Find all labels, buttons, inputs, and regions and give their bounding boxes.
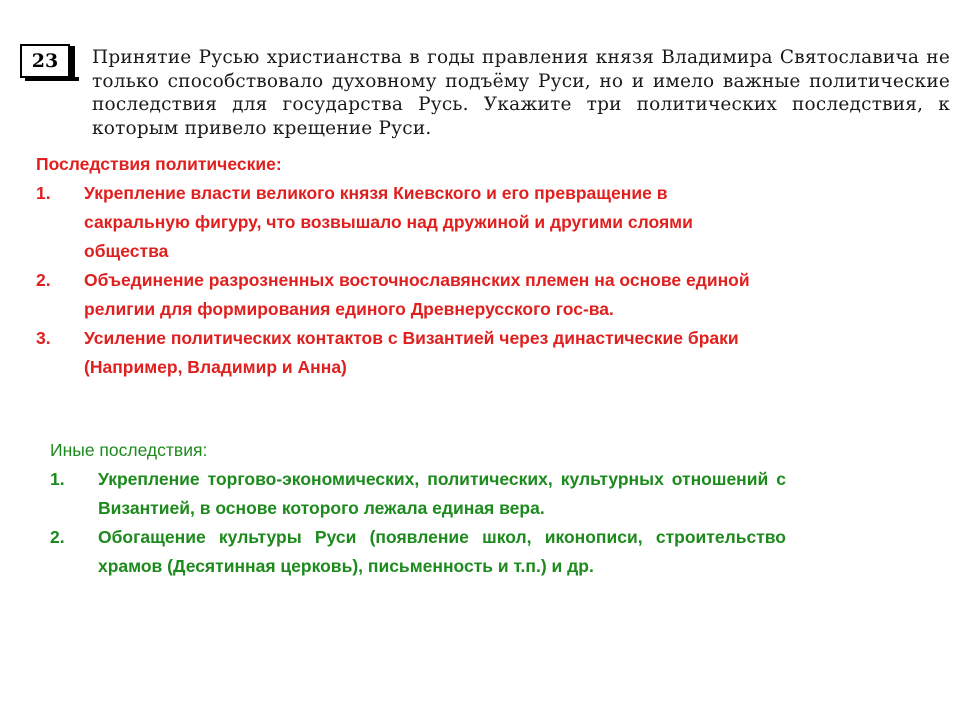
political-consequences-list (36, 179, 776, 382)
task-number: 23 (31, 50, 59, 72)
list-item-text: Обогащение культуры Руси (появление школ, иконописи, строительство храмов (Десятинная церковь), письменность и т.п.) и др. (98, 527, 786, 576)
list-item-number: 3. (36, 328, 51, 348)
list-item (36, 179, 776, 266)
task-header (16, 44, 950, 144)
list-item-text: Объединение разрозненных восточнославянских племен на основе единой религии для формирования единого Древнерусского гос-ва. (84, 270, 750, 319)
other-consequences-section (50, 436, 786, 581)
list-item-number: 2. (36, 270, 51, 290)
task-number-badge (20, 44, 70, 78)
task-question-text: Принятие Русью христианства в годы правления князя Владимира Святославича не только способствовало духовному подъёму Руси, но и имело важные политические последствия для государства Русь. Укажите три политических последствия, к которым привело крещение Руси. (92, 47, 950, 139)
list-item-text: Усиление политических контактов с Византией через династические браки (Например, Владимир и Анна) (84, 328, 739, 377)
list-item-text: Укрепление торгово-экономических, политических, культурных отношений с Византией, в основе которого лежала единая вера. (98, 469, 786, 518)
list-item-number: 1. (36, 183, 51, 203)
list-item (50, 465, 786, 523)
list-item (50, 523, 786, 581)
list-item-text: Укрепление власти великого князя Киевского и его превращение в сакральную фигуру, что возвышало над дружиной и другими слоями общества (84, 183, 693, 261)
other-section-title: Иные последствия: (50, 440, 208, 460)
list-item-number: 2. (50, 527, 65, 547)
list-item (36, 266, 776, 324)
list-item (36, 324, 776, 382)
political-section-title: Последствия политические: (36, 154, 282, 174)
other-consequences-list (50, 465, 786, 581)
list-item-number: 1. (50, 469, 65, 489)
political-consequences-section (36, 150, 776, 382)
